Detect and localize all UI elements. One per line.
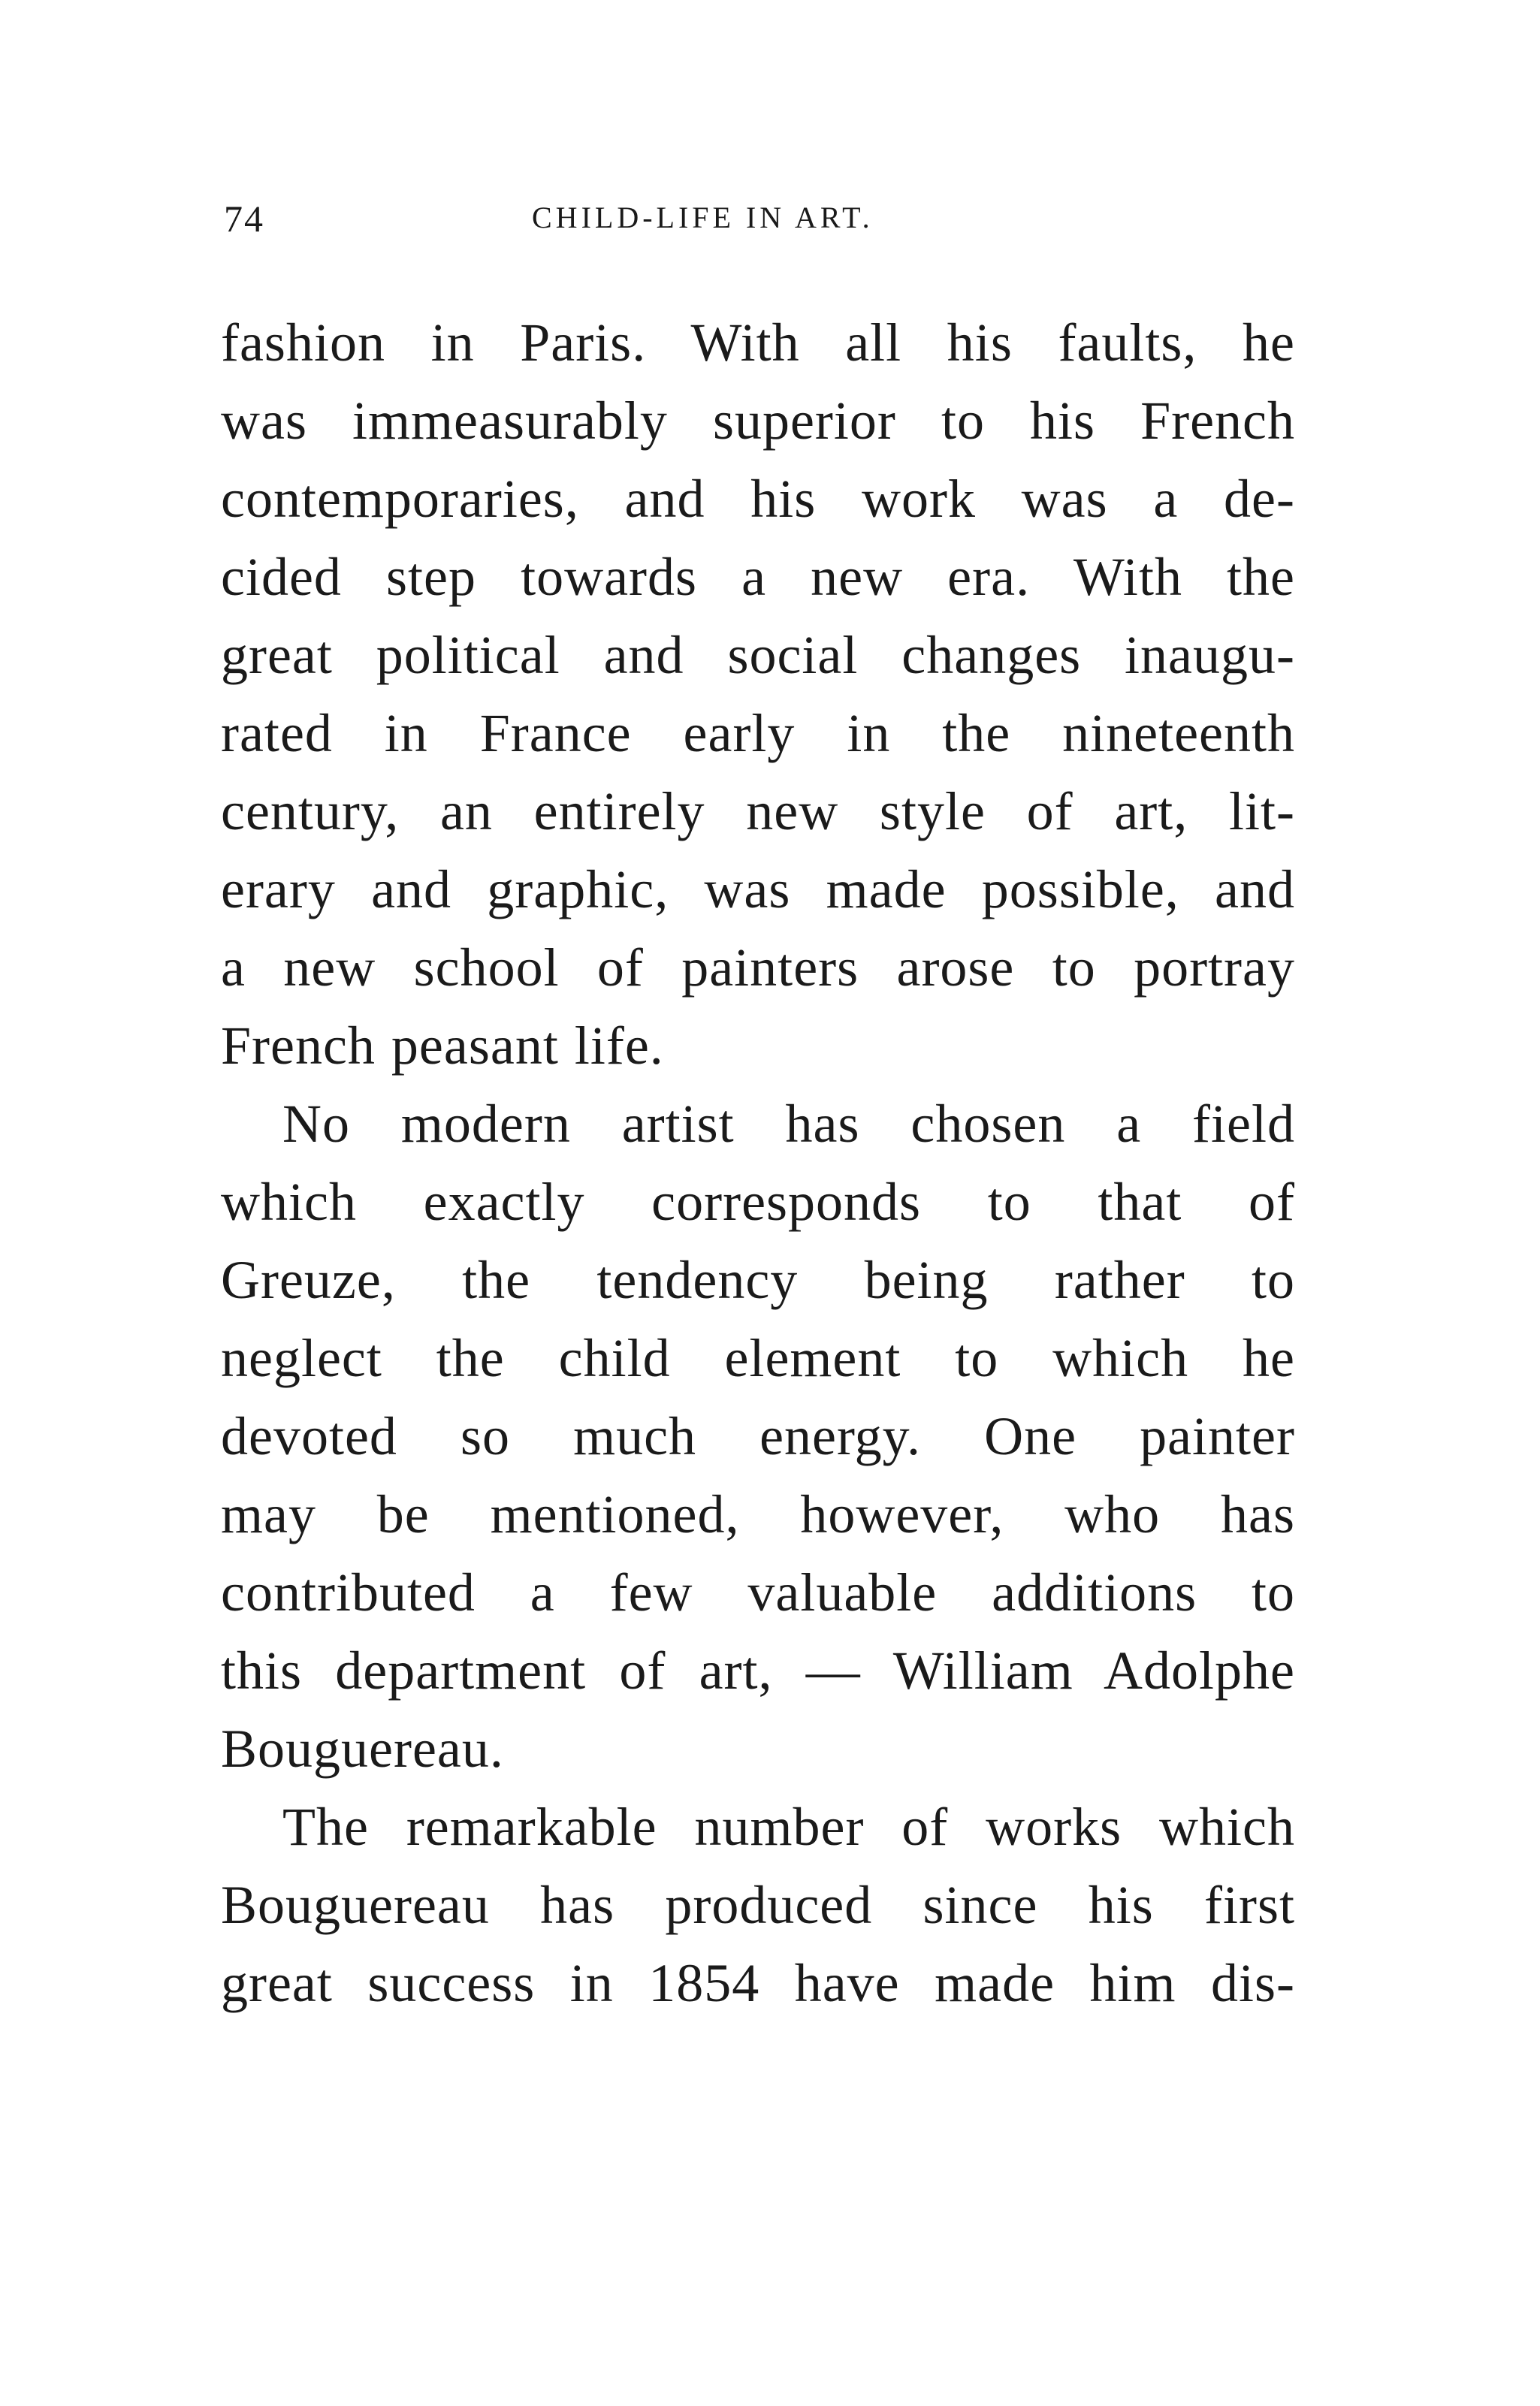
text-line: a new school of painters arose to portray bbox=[221, 937, 1295, 998]
text-line: fashion in Paris. With all his faults, he bbox=[221, 312, 1295, 373]
running-title: CHILD-LIFE IN ART. bbox=[532, 201, 874, 234]
text-line: rated in France early in the nineteenth bbox=[221, 703, 1295, 763]
text-line: may be mentioned, however, who has bbox=[221, 1484, 1295, 1544]
text-line: neglect the child element to which he bbox=[221, 1328, 1295, 1388]
text-line: contributed a few valuable additions to bbox=[221, 1562, 1295, 1623]
text-line: this department of art, — William Adolphe bbox=[221, 1641, 1295, 1701]
text-line: cided step towards a new era. With the bbox=[221, 547, 1295, 607]
text-line: No modern artist has chosen a field bbox=[282, 1094, 1295, 1154]
text-line: was immeasurably superior to his French bbox=[221, 391, 1295, 451]
page-number: 74 bbox=[224, 198, 264, 240]
text-line: erary and graphic, was made possible, and bbox=[221, 859, 1295, 919]
text-line: French peasant life. bbox=[221, 1016, 664, 1076]
text-line: century, an entirely new style of art, lit- bbox=[221, 781, 1295, 841]
running-head bbox=[221, 197, 1295, 249]
text-line: Bouguereau has produced since his first bbox=[221, 1875, 1295, 1935]
text-line: The remarkable number of works which bbox=[282, 1797, 1295, 1857]
text-line: Bouguereau. bbox=[221, 1719, 504, 1779]
text-line: Greuze, the tendency being rather to bbox=[221, 1250, 1295, 1310]
body-text bbox=[221, 303, 1295, 2022]
text-line: which exactly corresponds to that of bbox=[221, 1172, 1295, 1232]
text-line: great success in 1854 have made him dis- bbox=[221, 1953, 1295, 2013]
text-line: devoted so much energy. One painter bbox=[221, 1406, 1295, 1466]
text-line: great political and social changes inaugu- bbox=[221, 625, 1295, 685]
text-line: contemporaries, and his work was a de- bbox=[221, 469, 1295, 529]
